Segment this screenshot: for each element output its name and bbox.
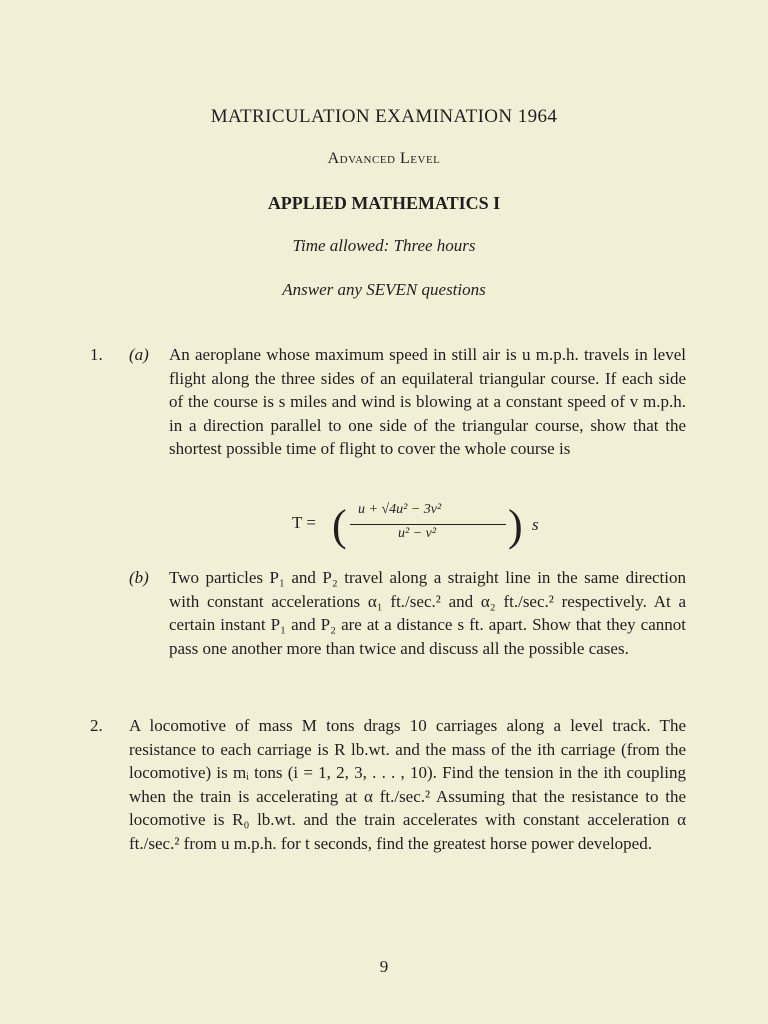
question-1a-label: (a) xyxy=(129,345,149,364)
question-2-number: 2. xyxy=(90,716,103,735)
instructions: Answer any SEVEN questions xyxy=(282,280,486,299)
question-1b-label: (b) xyxy=(129,568,149,587)
question-1-number: 1. xyxy=(90,345,103,364)
exam-level: Advanced Level xyxy=(327,150,441,167)
exam-title: MATRICULATION EXAMINATION 1964 xyxy=(210,106,558,127)
formula-factor: s xyxy=(532,515,539,534)
question-1b-text: Two particles P₁ and P₂ travel along a straight line in the same direction with constant accelerations α₁ ft./sec.² and α₂ ft./sec.² respectively. At a certain instant P₁ and P₂ are at a distance s ft. apart. Show that they cannot pass one another more than twice and discuss all the possible cases. xyxy=(169,568,686,658)
formula-fraction-bar xyxy=(350,524,506,525)
formula-numerator: u + √4u² − 3v² xyxy=(358,502,442,517)
question-1a-text: An aeroplane whose maximum speed in still air is u m.p.h. travels in level flight along the three sides of an equilateral triangular course. If each side of the course is s miles and wind is blowing at a constant speed of v m.p.h. in a direction parallel to one side of the triangular course, show that the shortest possible time of flight to cover the whole course is xyxy=(169,345,686,458)
page-number: 9 xyxy=(379,957,389,976)
formula-lhs: T = xyxy=(292,513,316,532)
formula-left-paren: ( xyxy=(332,501,347,550)
formula-right-paren: ) xyxy=(508,501,523,550)
formula-denominator: u² − v² xyxy=(398,526,437,541)
question-2-text: A locomotive of mass M tons drags 10 carriages along a level track. The resistance to each carriage is R lb.wt. and the mass of the ith carriage (from the locomotive) is mᵢ tons (i = 1, 2, 3, . . . , 10). Find the tension in the ith coupling when the train is accelerating at α ft./sec.² Assuming that the resistance to the locomotive is R₀ lb.wt. and the train accelerates with constant acceleration α ft./sec.² from u m.p.h. for t seconds, find the greatest horse power developed. xyxy=(129,716,686,853)
time-allowed: Time allowed: Three hours xyxy=(292,236,476,255)
formula-shortest-time xyxy=(292,500,552,560)
exam-subject: APPLIED MATHEMATICS I xyxy=(267,193,501,213)
